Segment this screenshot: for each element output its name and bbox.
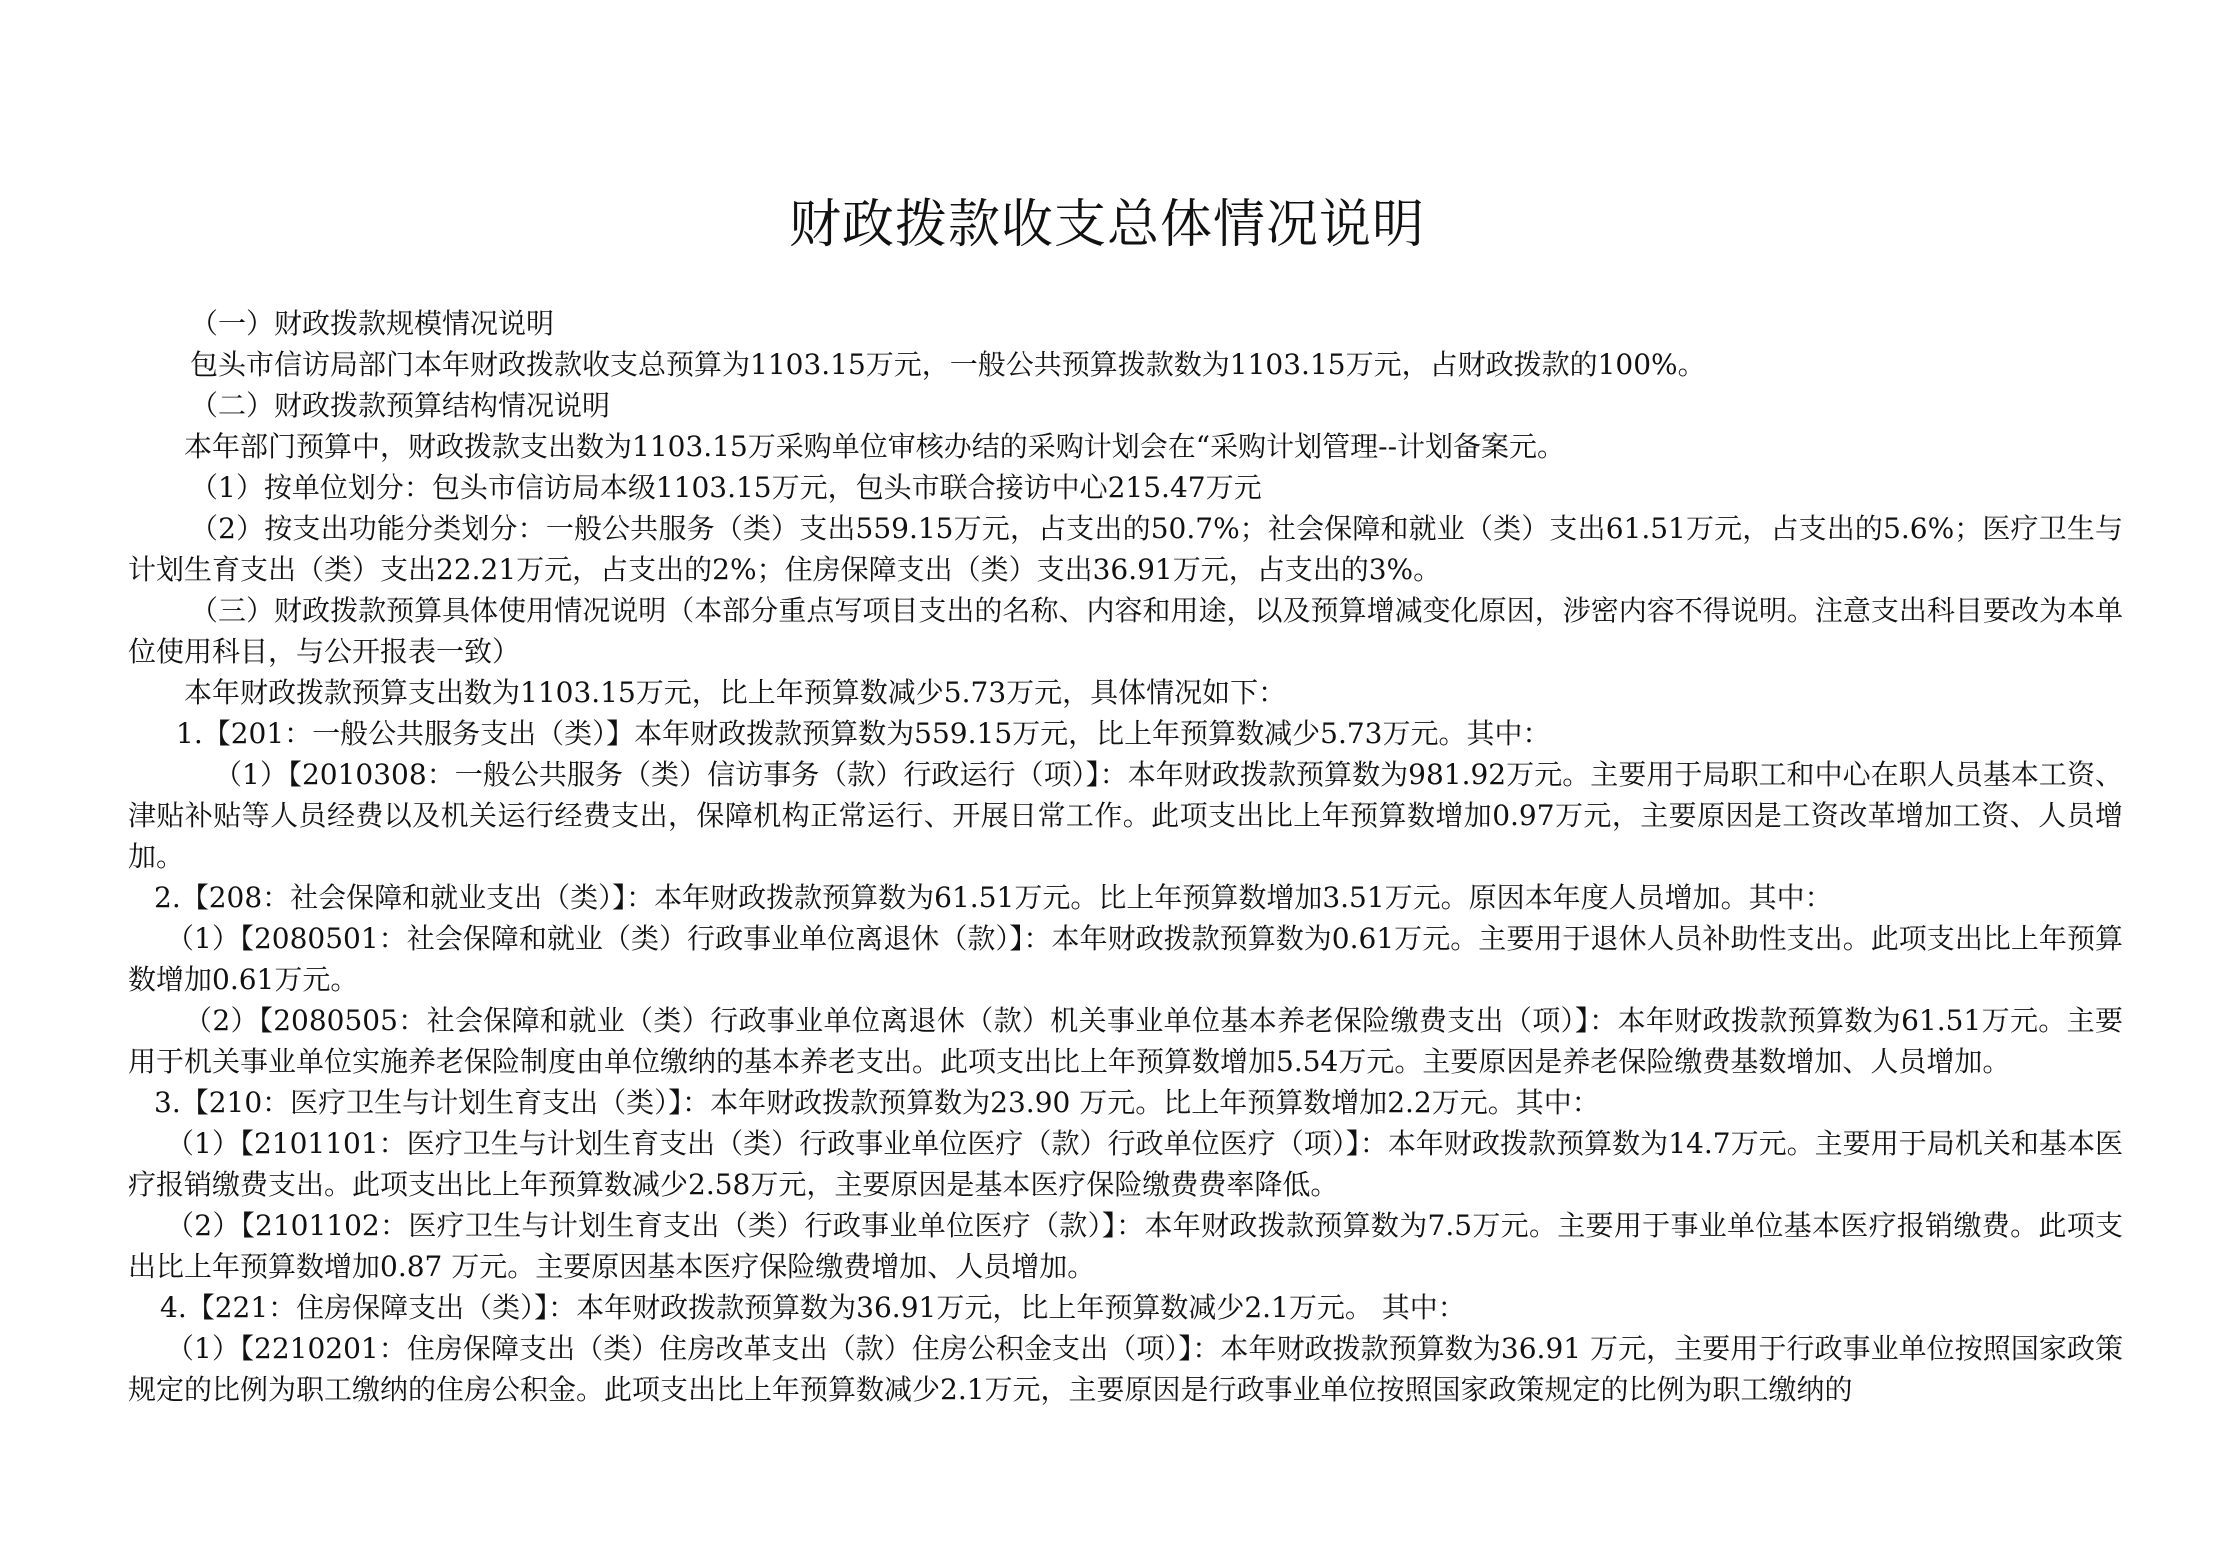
section-heading-3: （三）财政拨款预算具体使用情况说明（本部分重点写项目支出的名称、内容和用途，以及预算增减变化原因，涉密内容不得说明。注意支出科目要改为本单位使用科目，与公开报表一致）	[128, 594, 2123, 668]
section-heading-2: （二）财政拨款预算结构情况说明	[190, 389, 611, 422]
paragraph: 本年财政拨款预算支出数为1103.15万元，比上年预算数减少5.73万元，具体情况如下：	[184, 676, 1287, 709]
list-item: 3.【210：医疗卫生与计划生育支出（类）】：本年财政拨款预算数为23.90 万元。比上年预算数增加2.2万元。其中：	[154, 1086, 1600, 1119]
list-item: 1.【201：一般公共服务支出（类）】本年财政拨款预算数为559.15万元，比上年预算数减少5.73万元。其中：	[176, 717, 1551, 750]
document-title: 财政拨款收支总体情况说明	[788, 195, 1425, 255]
list-item: 4.【221：住房保障支出（类）】：本年财政拨款预算数为36.91万元，比上年预算数减少2.1万元。 其中：	[160, 1291, 1466, 1324]
list-item: （1）【2210201：住房保障支出（类）住房改革支出（款）住房公积金支出（项）】：本年财政拨款预算数为36.91 万元，主要用于行政事业单位按照国家政策规定的比例为职工缴纳的住房公积金。此项支出比上年预算数减少2.1万元，主要原因是行政事业单位按照国家政策规定的比例为职工缴纳的	[128, 1332, 2123, 1406]
paragraph: 本年部门预算中，财政拨款支出数为1103.15万采购单位审核办结的采购计划会在“采购计划管理--计划备案元。	[184, 430, 1566, 463]
paragraph: （1）按单位划分：包头市信访局本级1103.15万元，包头市联合接访中心215.47万元	[190, 471, 1262, 504]
list-item: （1）【2080501：社会保障和就业（类）行政事业单位离退休（款）】：本年财政拨款预算数为0.61万元。主要用于退休人员补助性支出。此项支出比上年预算数增加0.61万元。	[128, 922, 2123, 996]
list-item: 2.【208：社会保障和就业支出（类）】：本年财政拨款预算数为61.51万元。比上年预算数增加3.51万元。原因本年度人员增加。其中：	[154, 881, 1833, 914]
list-item: （2）【2080505：社会保障和就业（类）行政事业单位离退休（款）机关事业单位基本养老保险缴费支出（项）】：本年财政拨款预算数为61.51万元。主要用于机关事业单位实施养老保险制度由单位缴纳的基本养老支出。此项支出比上年预算数增加5.54万元。主要原因是养老保险缴费基数增加、人员增加。	[128, 1004, 2123, 1078]
section-heading-1: （一）财政拨款规模情况说明	[190, 307, 555, 340]
list-item: （1）【2101101：医疗卫生与计划生育支出（类）行政事业单位医疗（款）行政单位医疗（项）】：本年财政拨款预算数为14.7万元。主要用于局机关和基本医疗报销缴费支出。此项支出比上年预算数减少2.58万元，主要原因是基本医疗保险缴费费率降低。	[128, 1127, 2123, 1201]
document-body	[128, 303, 2123, 1410]
list-item: （1）【2010308：一般公共服务（类）信访事务（款）行政运行（项）】：本年财政拨款预算数为981.92万元。主要用于局职工和中心在职人员基本工资、津贴补贴等人员经费以及机关运行经费支出，保障机构正常运行、开展日常工作。此项支出比上年预算数增加0.97万元，主要原因是工资改革增加工资、人员增加。	[128, 758, 2123, 873]
list-item: （2）【2101102：医疗卫生与计划生育支出（类）行政事业单位医疗（款）】：本年财政拨款预算数为7.5万元。主要用于事业单位基本医疗报销缴费。此项支出比上年预算数增加0.87 万元。主要原因基本医疗保险缴费增加、人员增加。	[128, 1209, 2123, 1283]
paragraph: （2）按支出功能分类划分：一般公共服务（类）支出559.15万元，占支出的50.7%；社会保障和就业（类）支出61.51万元，占支出的5.6%；医疗卫生与计划生育支出（类）支出22.21万元，占支出的2%；住房保障支出（类）支出36.91万元，占支出的3%。	[128, 512, 2123, 586]
paragraph: 包头市信访局部门本年财政拨款收支总预算为1103.15万元，一般公共预算拨款数为1103.15万元，占财政拨款的100%。	[190, 348, 1706, 381]
